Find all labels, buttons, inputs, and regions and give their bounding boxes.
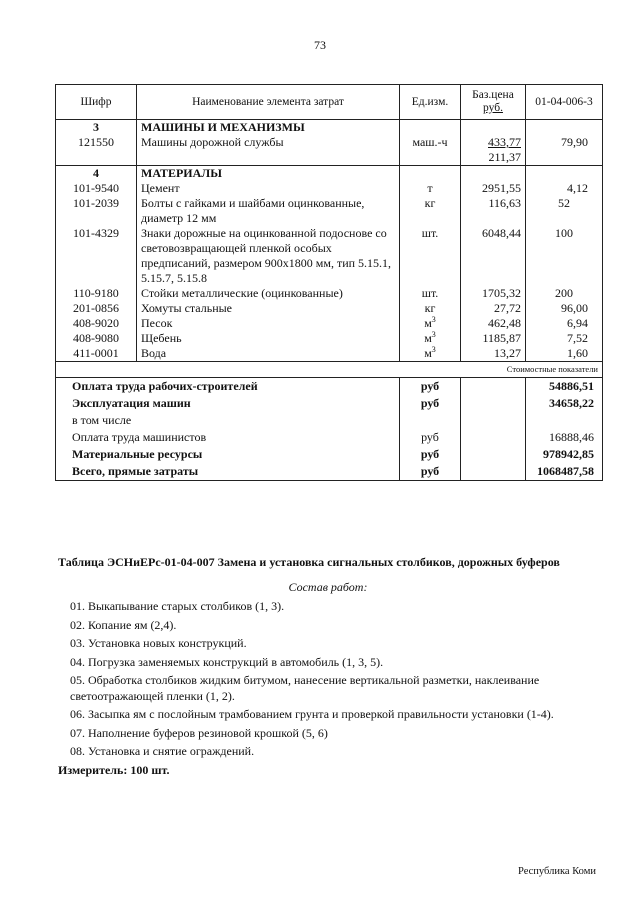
resource-unit [400,286,461,301]
header-code: Шифр [56,85,137,120]
indicators-label: Стоимостные показатели [56,362,603,378]
resource-unit [400,226,461,286]
summary-unit: руб [400,429,461,446]
resource-price [461,226,526,286]
cell-empty [461,412,526,429]
section-row [56,166,603,182]
resource-code: 101-2039 [56,196,137,226]
price-value: 116,63 [488,196,521,210]
resource-price [461,316,526,331]
unit-text: м [424,316,432,330]
header-price-line2: руб. [483,102,503,114]
unit-text: маш.-ч [412,135,448,149]
unit-text: шт. [421,286,439,300]
resource-code: 121550 [56,135,137,166]
unit-text: м [424,331,432,345]
section-number: 4 [56,166,137,182]
resource-price [461,135,526,166]
summary-name: Материальные ресурсы [56,446,400,463]
summary-row [56,378,603,396]
section-title: МАШИНЫ И МЕХАНИЗМЫ [137,120,400,136]
summary-unit: руб [400,463,461,481]
summary-name: Всего, прямые затраты [56,463,400,481]
summary-unit: руб [400,378,461,396]
cell-empty [461,166,526,182]
price-value: 6048,44 [482,226,521,240]
summary-name: Оплата труда рабочих-строителей [56,378,400,396]
summary-value: 978942,85 [526,446,603,463]
work-item: 08. Установка и снятие ограждений. [70,744,255,758]
unit-text: кг [424,301,436,315]
work-item: 06. Засыпка ям с послойным трамбованием грунта и проверкой правильности установки (1-4). [70,707,554,721]
price-value: 1185,87 [482,331,521,345]
section-number: 3 [56,120,137,136]
resource-code: 201-0856 [56,301,137,316]
price-value-2: 211,37 [488,150,521,164]
resource-norm-value: 79,90 [526,135,603,166]
work-item: 03. Установка новых конструкций. [70,636,247,650]
price-value: 1705,32 [482,286,521,300]
table-row [56,226,603,286]
resource-price [461,196,526,226]
price-value: 462,48 [488,316,521,330]
cell-empty [461,463,526,481]
resource-price [461,346,526,362]
summary-row [56,463,603,481]
cell-empty [400,120,461,136]
summary-unit [400,412,461,429]
resource-price [461,331,526,346]
resource-unit [400,331,461,346]
summary-name: Оплата труда машинистов [56,429,400,446]
table-row [56,196,603,226]
unit-text: м [424,346,432,360]
resource-name: Вода [137,346,400,362]
resource-name: Знаки дорожные на оцинкованной подоснове со световозвращающей пленкой особых предписаний, размером 900х1800 мм, тип 5.15.1, 5.15.7, 5.15.8 [137,226,400,286]
summary-unit: руб [400,395,461,412]
resource-code: 408-9020 [56,316,137,331]
unit-text: шт. [421,226,439,240]
cell-empty [461,395,526,412]
price-value: 433,77 [488,135,521,149]
cell-empty [461,446,526,463]
summary-value: 1068487,58 [526,463,603,481]
table-row [56,346,603,362]
table-row [56,316,603,331]
cell-empty [461,429,526,446]
summary-row [56,395,603,412]
resource-unit [400,196,461,226]
header-name: Наименование элемента затрат [137,85,400,120]
resource-name: Щебень [137,331,400,346]
resource-code: 101-9540 [56,181,137,196]
indicators-row [56,362,603,378]
works-section [58,554,598,778]
resource-norm-value: 200 [526,286,603,301]
price-value: 2951,55 [482,181,521,195]
page-number: 73 [314,38,326,52]
work-item: 02. Копание ям (2,4). [70,617,177,632]
summary-row [56,412,603,429]
summary-value: 34658,22 [526,395,603,412]
resource-name: Цемент [137,181,400,196]
summary-name: Эксплуатация машин [56,395,400,412]
cell-empty [461,120,526,136]
resource-code: 411-0001 [56,346,137,362]
resource-norm-value: 96,00 [526,301,603,316]
cell-empty [400,166,461,182]
summary-name: в том числе [56,412,400,429]
work-item: 05. Обработка столбиков жидким битумом, нанесение вертикальной разметки, наклеивание светоотражающей пленки (1, 2). [70,673,540,703]
measure: Измеритель: 100 шт. [58,762,170,777]
price-value: 27,72 [494,301,521,315]
header-price [461,85,526,120]
work-item: 01. Выкапывание старых столбиков (1, 3). [70,599,285,613]
resource-price [461,286,526,301]
summary-unit: руб [400,446,461,463]
table-header-row [56,85,603,120]
composition-label: Состав работ: [288,580,368,594]
resource-unit [400,135,461,166]
summary-row [56,429,603,446]
summary-value [526,412,603,429]
resource-norm-value: 7,52 [526,331,603,346]
resource-norm-value: 6,94 [526,316,603,331]
table-row [56,286,603,301]
unit-superscript: 3 [431,330,436,339]
resource-name: Болты с гайками и шайбами оцинкованные, диаметр 12 мм [137,196,400,226]
resource-unit [400,181,461,196]
works-list [58,599,598,760]
section-row [56,120,603,136]
resource-norm-value: 100 [526,226,603,286]
resource-norm-value: 4,12 [526,181,603,196]
cell-empty [526,120,603,136]
price-value: 13,27 [494,346,521,360]
table-row [56,135,603,166]
resource-name: Хомуты стальные [137,301,400,316]
table-row [56,181,603,196]
resource-code: 408-9080 [56,331,137,346]
header-unit: Ед.изм. [400,85,461,120]
resource-norm-value: 1,60 [526,346,603,362]
resource-norm-value: 52 [526,196,603,226]
cell-empty [461,378,526,396]
resource-unit [400,346,461,362]
header-norm: 01-04-006-3 [526,85,603,120]
table-row [56,331,603,346]
unit-superscript: 3 [431,345,436,354]
summary-value: 54886,51 [526,378,603,396]
work-item: 07. Наполнение буферов резиновой крошкой (5, 6) [70,725,328,740]
unit-text: т [427,181,433,195]
resource-price [461,301,526,316]
summary-value: 16888,46 [526,429,603,446]
cell-empty [526,166,603,182]
footer-region: Республика Коми [518,866,596,877]
resource-unit [400,316,461,331]
table2-title: Таблица ЭСНиЕРс-01-04-007 Замена и установка сигнальных столбиков, дорожных буферов [58,555,560,569]
section-title: МАТЕРИАЛЫ [137,166,400,182]
resource-code: 110-9180 [56,286,137,301]
resource-code: 101-4329 [56,226,137,286]
resource-table [55,84,603,481]
work-item: 04. Погрузка заменяемых конструкций в автомобиль (1, 3, 5). [70,654,384,669]
resource-name: Стойки металлические (оцинкованные) [137,286,400,301]
unit-superscript: 3 [431,315,436,324]
summary-row [56,446,603,463]
resource-name: Машины дорожной службы [137,135,400,166]
header-price-line1: Баз.цена [472,89,514,101]
resource-name: Песок [137,316,400,331]
resource-price [461,181,526,196]
table-row [56,301,603,316]
unit-text: кг [424,196,436,210]
resource-unit [400,301,461,316]
